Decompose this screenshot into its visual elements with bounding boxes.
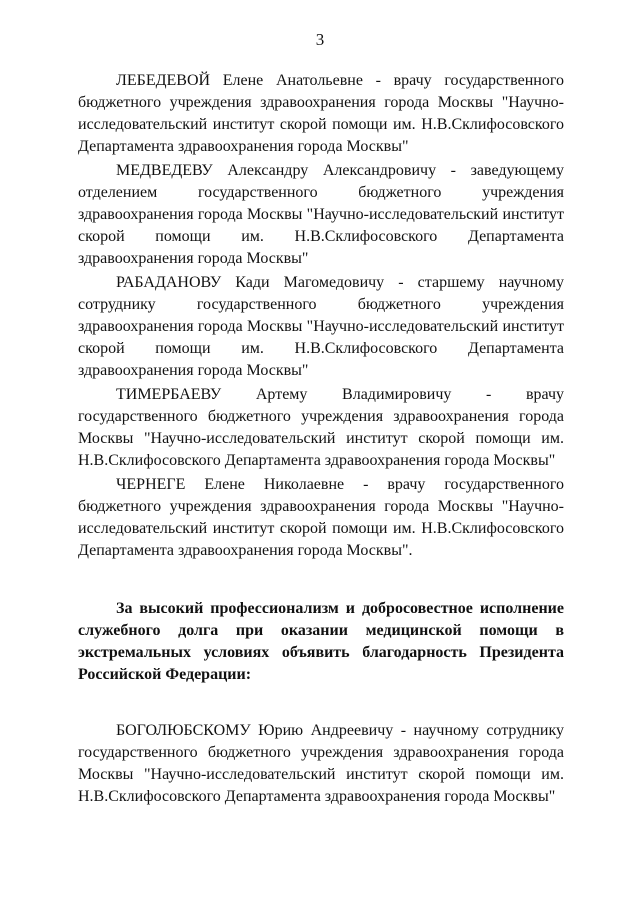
award-paragraph-lebedeva: ЛЕБЕДЕВОЙ Елене Анатольевне - врачу государственного бюджетного учреждения здравоохранения города Москвы "Научно-исследовательский институт скорой помощи им. Н.В.Склифосовского Департамента здравоохранения города Москвы"	[78, 72, 564, 155]
award-paragraph-rabadanov: РАБАДАНОВУ Кади Магомедовичу - старшему научному сотруднику государственного бюджетного учреждения здравоохранения города Москвы "Научно-исследовательский институт скорой помощи им. Н.В.Склифосовского Департамента здравоохранения города Москвы"	[78, 274, 564, 379]
award-paragraph-bogolyubsky: БОГОЛЮБСКОМУ Юрию Андреевичу - научному сотруднику государственного бюджетного учреждения здравоохранения города Москвы "Научно-исследовательский институт скорой помощи им. Н.В.Склифосовского Департамента здравоохранения города Москвы"	[78, 722, 564, 805]
award-paragraph-timerbaev: ТИМЕРБАЕВУ Артему Владимировичу - врачу государственного бюджетного учреждения здравоохранения города Москвы "Научно-исследовательский институт скорой помощи им. Н.В.Склифосовского Департамента здравоохранения города Москвы"	[78, 386, 564, 469]
page-number: 3	[315, 30, 325, 49]
document-body	[78, 70, 564, 808]
section-heading: За высокий профессионализм и добросовестное исполнение служебного долга при оказании медицинской помощи в экстремальных условиях объявить благодарность Президента Российской Федерации:	[78, 600, 564, 683]
award-paragraph-chernega: ЧЕРНЕГЕ Елене Николаевне - врачу государственного бюджетного учреждения здравоохранения города Москвы "Научно-исследовательский институт скорой помощи им. Н.В.Склифосовского Департамента здравоохранения города Москвы".	[78, 476, 564, 559]
award-paragraph-medvedev: МЕДВЕДЕВУ Александру Александровичу - заведующему отделением государственного бюджетного учреждения здравоохранения города Москвы "Научно-исследовательский институт скорой помощи им. Н.В.Склифосовского Департамента здравоохранения города Москвы"	[78, 162, 564, 267]
